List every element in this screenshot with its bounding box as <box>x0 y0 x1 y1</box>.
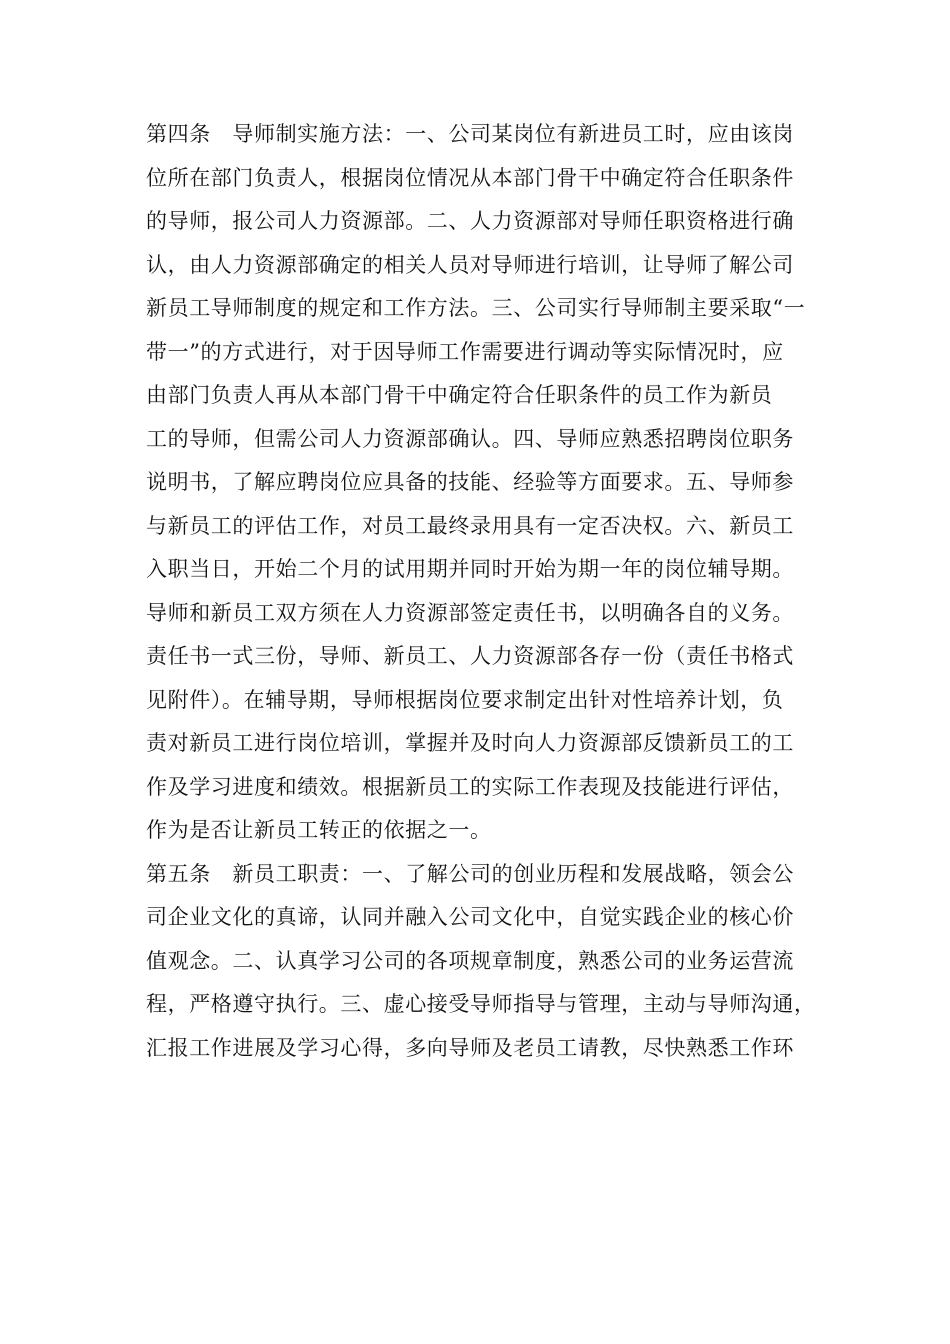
document-body <box>146 113 816 1070</box>
text-line: 新员工导师制度的规定和工作方法。三、公司实行导师制主要采取“一 <box>146 296 806 320</box>
text-line: 汇报工作进展及学习心得，多向导师及老员工请教，尽快熟悉工作环 <box>146 1035 794 1060</box>
text-line: 第四条 导师制实施方法：一、公司某岗位有新进员工时，应由该岗 <box>146 122 794 146</box>
text-line: 作及学习进度和绩效。根据新员工的实际工作表现及技能进行评估， <box>146 774 794 799</box>
text-line: 入职当日，开始二个月的试用期并同时开始为期一年的岗位辅导期。 <box>146 557 794 581</box>
text-line: 司企业文化的真谛，认同并融入公司文化中，自觉实践企业的核心价 <box>146 905 794 929</box>
text-line: 带一”的方式进行，对于因导师工作需要进行调动等实际情况时，应 <box>146 339 784 364</box>
text-line: 第五条 新员工职责：一、了解公司的创业历程和发展战略，领会公 <box>146 861 794 886</box>
text-line: 位所在部门负责人，根据岗位情况从本部门骨干中确定符合任职条件 <box>146 165 794 190</box>
text-line: 作为是否让新员工转正的依据之一。 <box>146 818 492 842</box>
text-line: 值观念。二、认真学习公司的各项规章制度，熟悉公司的业务运营流 <box>146 948 794 973</box>
text-line: 工的导师，但需公司人力资源部确认。四、导师应熟悉招聘岗位职务 <box>146 426 794 451</box>
text-line: 与新员工的评估工作，对员工最终录用具有一定否决权。六、新员工 <box>146 513 794 538</box>
text-line: 说明书，了解应聘岗位应具备的技能、经验等方面要求。五、导师参 <box>146 470 794 494</box>
text-line: 见附件）。在辅导期，导师根据岗位要求制定出针对性培养计划，负 <box>146 687 784 712</box>
text-line: 责对新员工进行岗位培训，掌握并及时向人力资源部反馈新员工的工 <box>146 731 794 755</box>
text-line: 由部门负责人再从本部门骨干中确定符合任职条件的员工作为新员 <box>146 383 773 407</box>
text-line: 的导师，报公司人力资源部。二、人力资源部对导师任职资格进行确 <box>146 209 794 233</box>
text-line: 认，由人力资源部确定的相关人员对导师进行培训，让导师了解公司 <box>146 252 794 277</box>
text-line: 责任书一式三份，导师、新员工、人力资源部各存一份（责任书格式 <box>146 644 794 668</box>
text-line: 程，严格遵守执行。三、虚心接受导师指导与管理，主动与导师沟通， <box>146 992 816 1016</box>
text-line: 导师和新员工双方须在人力资源部签定责任书，以明确各自的义务。 <box>146 600 794 625</box>
